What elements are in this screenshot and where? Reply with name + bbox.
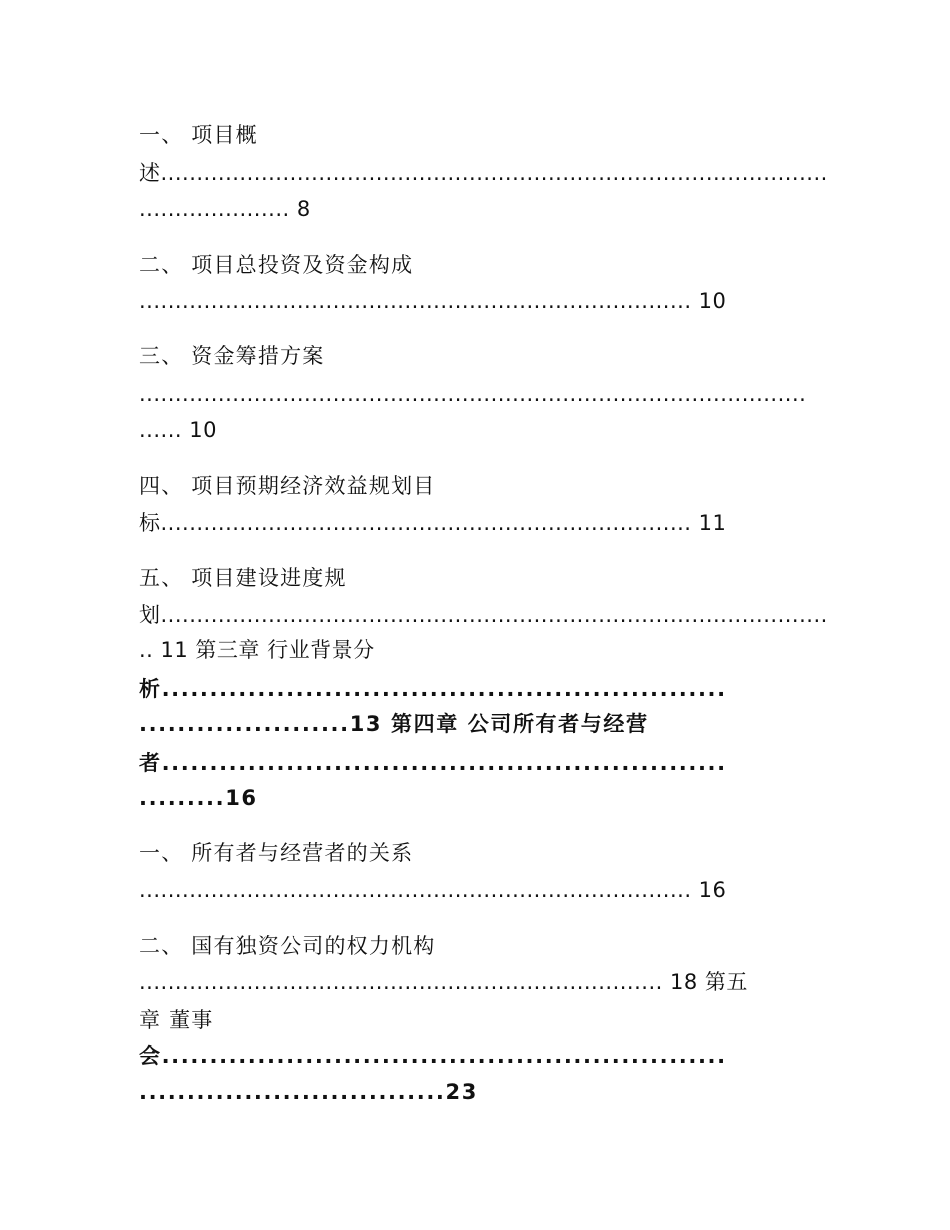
- toc-line: 五、 项目建设进度规: [139, 566, 347, 590]
- toc-line: .........16: [139, 786, 258, 810]
- toc-line: 一、 项目概: [139, 123, 258, 147]
- toc-line: 标.......................................................................... 11: [139, 511, 727, 535]
- toc-line: 四、 项目预期经济效益规划目: [139, 474, 436, 498]
- toc-line: ..................... 8: [139, 197, 311, 221]
- toc-line: 划.............................................................................................: [139, 603, 828, 627]
- toc-line: ................................23: [139, 1080, 478, 1104]
- toc-line: ......................13 第四章 公司所有者与经营: [139, 712, 649, 736]
- toc-line: 二、 国有独资公司的权力机构: [139, 934, 436, 958]
- toc-line: ......................................................................... 18 第五: [139, 970, 748, 994]
- toc-line: 一、 所有者与经营者的关系: [139, 841, 414, 865]
- toc-line: ............................................................................. 16: [139, 878, 727, 902]
- toc-line: .. 11 第三章 行业背景分: [139, 638, 375, 662]
- toc-line: 二、 项目总投资及资金构成: [139, 253, 414, 277]
- toc-line: 者...........................................................: [139, 751, 727, 775]
- toc-line: 析...........................................................: [139, 677, 727, 701]
- toc-line: 三、 资金筹措方案: [139, 344, 325, 368]
- toc-line: 章 董事: [139, 1008, 214, 1032]
- toc-line: 述.............................................................................................: [139, 161, 828, 185]
- toc-line: .............................................................................................: [139, 382, 807, 406]
- toc-line: 会...........................................................: [139, 1044, 727, 1068]
- toc-line: ............................................................................. 10: [139, 289, 727, 313]
- toc-line: ...... 10: [139, 418, 217, 442]
